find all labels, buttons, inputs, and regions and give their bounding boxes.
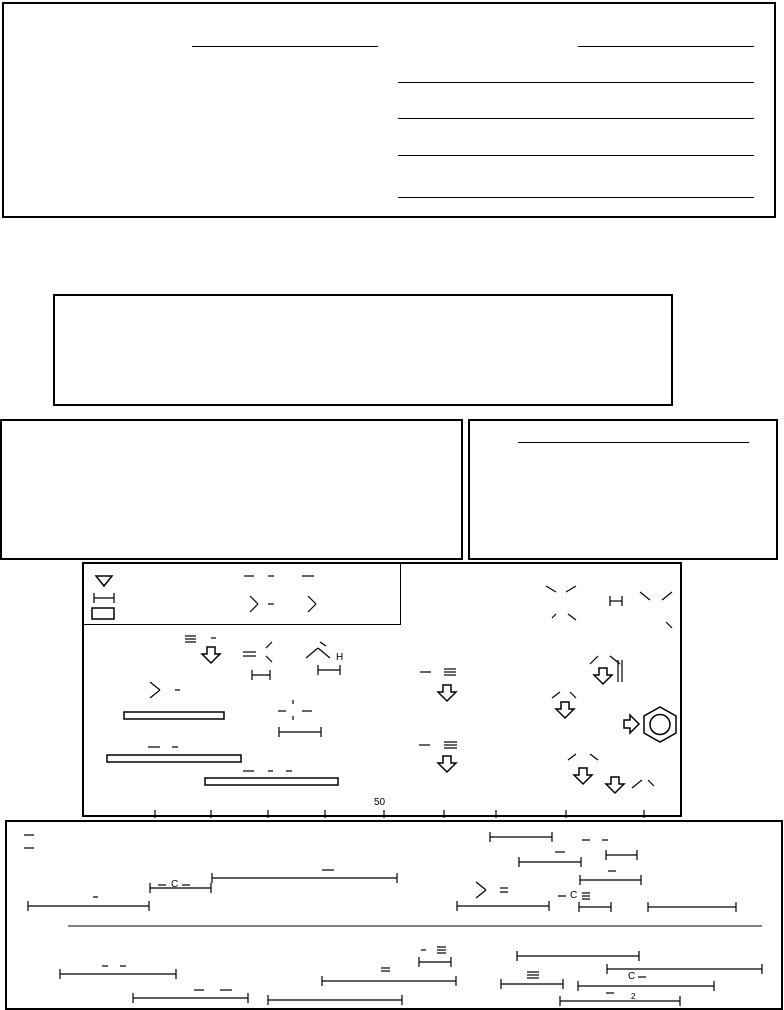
down-arrow-icons: [202, 647, 639, 793]
c-atom-label-3: C: [628, 971, 636, 982]
legend-rectangle-icon: [92, 608, 114, 619]
legend-range-bar-icon: [94, 593, 114, 603]
subscript-two-label: 2: [631, 992, 636, 1001]
x-axis-ticks: [155, 810, 644, 818]
legend-structure-fragments: [244, 576, 316, 612]
lower-structure-fragments: [24, 835, 646, 993]
lower-range-bars: [28, 832, 762, 1006]
upper-range-bars: [252, 665, 340, 737]
c-atom-label-1: C: [171, 879, 179, 890]
structure-fragments-upper-right: [546, 586, 672, 628]
benzene-ring-icon: [644, 707, 676, 742]
open-rectangles: [107, 712, 338, 785]
h-atom-label: H: [336, 652, 344, 663]
legend-down-arrow-icon: [96, 576, 112, 586]
c-atom-label-2: C: [570, 890, 578, 901]
axis-tick-label-50: 50: [374, 797, 386, 808]
